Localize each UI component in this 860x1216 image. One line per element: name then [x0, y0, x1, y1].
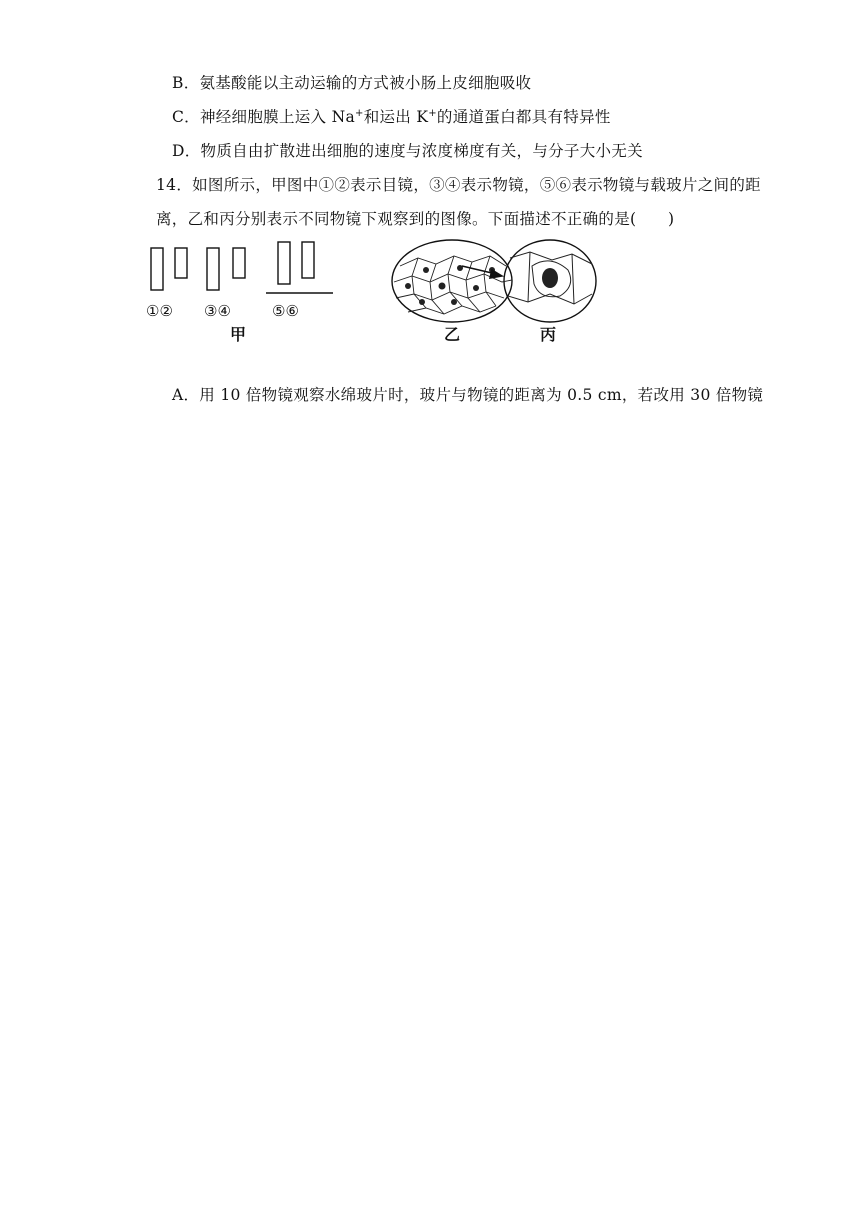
- label-12: ①②: [146, 302, 173, 320]
- q13-option-b: B．氨基酸能以主动运输的方式被小肠上皮细胞吸收: [172, 74, 532, 92]
- eyepiece-2: [175, 248, 187, 278]
- text: C．神经细胞膜上运入 Na: [172, 108, 355, 126]
- caption-yi: 乙: [444, 325, 461, 344]
- text: 的通道蛋白都具有特异性: [436, 108, 611, 126]
- label-56: ⑤⑥: [272, 302, 299, 320]
- caption-bing: 丙: [540, 325, 557, 344]
- q13-option-d: D．物质自由扩散进出细胞的速度与浓度梯度有关，与分子大小无关: [172, 142, 643, 160]
- objective-3: [207, 248, 219, 290]
- sup: +: [428, 107, 437, 119]
- q14-stem-line2: 离，乙和丙分别表示不同物镜下观察到的图像。下面描述不正确的是( ): [156, 210, 675, 228]
- eyepiece-1: [151, 248, 163, 290]
- view-yi: [392, 240, 512, 322]
- microscope-figure: [140, 236, 620, 346]
- caption-jia: 甲: [230, 325, 247, 344]
- label-34: ③④: [204, 302, 231, 320]
- q14-option-a-line1: A．用 10 倍物镜观察水绵玻片时，玻片与物镜的距离为 0.5 cm，若改用 30 倍物镜: [172, 386, 764, 404]
- q14-stem-line1: 14．如图所示，甲图中①②表示目镜，③④表示物镜，⑤⑥表示物镜与载玻片之间的距: [156, 176, 761, 194]
- objective-4: [233, 248, 245, 278]
- distance-5: [278, 242, 290, 284]
- arrow-yi-to-bing: [462, 266, 502, 278]
- q13-option-c: [172, 106, 611, 128]
- text: 和运出 K: [363, 108, 429, 126]
- sup: +: [355, 107, 364, 119]
- distance-6: [302, 242, 314, 278]
- nucleus-bing: [542, 268, 558, 288]
- cell-network-yi: [394, 256, 512, 314]
